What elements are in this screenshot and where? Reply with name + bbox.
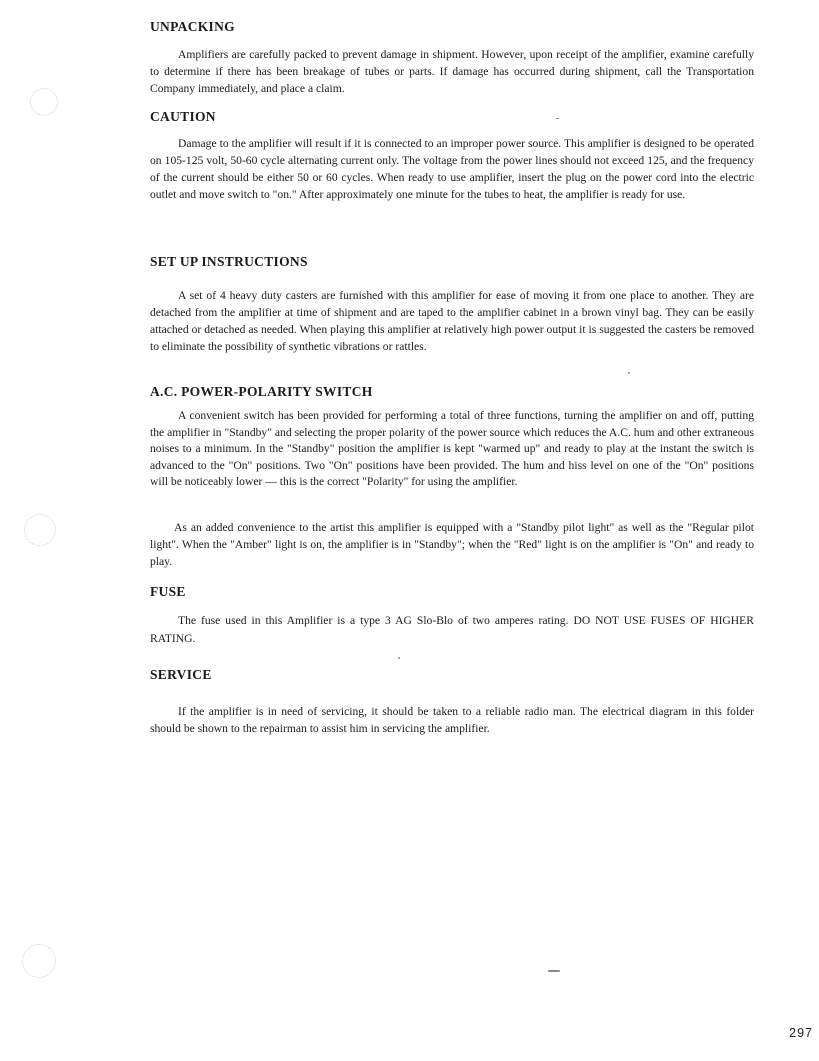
section-heading-service: SERVICE	[150, 667, 212, 682]
caution-paragraph: Damage to the amplifier will result if it is connected to an improper power source. This amplifier is designed to be operated on 105-125 volt, 50-60 cycle alternating current only. The voltage from the power lines should not exceed 125, and the frequency of the current should be either 50 or 60 cycles. When ready to use amplifier, insert the plug on the power cord into the electric outlet and move switch to "on." After approximately one minute for the tubes to heat, the amplifier is ready for use.	[150, 137, 754, 201]
section-heading-fuse: FUSE	[150, 584, 186, 599]
punch-hole-mark	[30, 88, 58, 116]
scan-speck	[548, 970, 560, 972]
section-heading-power-switch: A.C. POWER-POLARITY SWITCH	[150, 384, 373, 399]
section-heading-setup: SET UP INSTRUCTIONS	[150, 254, 308, 269]
scan-speck	[398, 657, 400, 659]
service-paragraph: If the amplifier is in need of servicing, it should be taken to a reliable radio man. The electrical diagram in this folder should be shown to the repairman to assist him in servicing the amplifier.	[150, 705, 754, 735]
scan-speck	[628, 372, 630, 374]
power-switch-paragraph: A convenient switch has been provided for performing a total of three functions, turning the amplifier on and off, putting the amplifier in "Standby" and selecting the proper polarity of the power source which reduces the A.C. hum and other extraneous noises to a minimum. In the "Standby" position the amplifier is kept "warmed up" and ready to play at the instant the switch is advanced to the "On" positions. Two "On" positions have been provided. The hum and hiss level on one of the "On" positions will be noticeably lower — this is the correct "Polarity" for using the amplifier.	[150, 409, 754, 489]
setup-paragraph: A set of 4 heavy duty casters are furnished with this amplifier for ease of moving it from one place to another. They are detached from the amplifier at time of shipment and are taped to the amplifier cabinet in a brown vinyl bag. They can be easily attached or detached as needed. When playing this amplifier at relatively high power output it is suggested the casters be removed to eliminate the possibility of synthetic vibrations or rattles.	[150, 289, 754, 353]
unpacking-paragraph: Amplifiers are carefully packed to prevent damage in shipment. However, upon receipt of the amplifier, examine carefully to determine if there has been breakage of tubes or parts. If damage has occurred during shipment, call the Transportation Company immediately, and place a claim.	[150, 48, 754, 95]
punch-hole-mark	[22, 944, 56, 978]
pilot-light-paragraph: As an added convenience to the artist this amplifier is equipped with a "Standby pilot light" as well as the "Regular pilot light". When the "Amber" light is on, the amplifier is in "Standby"; when the "Red" light is on the amplifier is "On" and ready to play.	[150, 521, 754, 568]
fuse-paragraph: The fuse used in this Amplifier is a type 3 AG Slo-Blo of two amperes rating. DO NOT USE FUSES OF HIGHER RATING.	[150, 614, 754, 645]
section-heading-caution: CAUTION	[150, 109, 216, 124]
page-number: 297	[789, 1026, 813, 1040]
scan-speck	[556, 118, 559, 119]
punch-hole-mark	[24, 514, 56, 546]
section-heading-unpacking: UNPACKING	[150, 19, 235, 34]
